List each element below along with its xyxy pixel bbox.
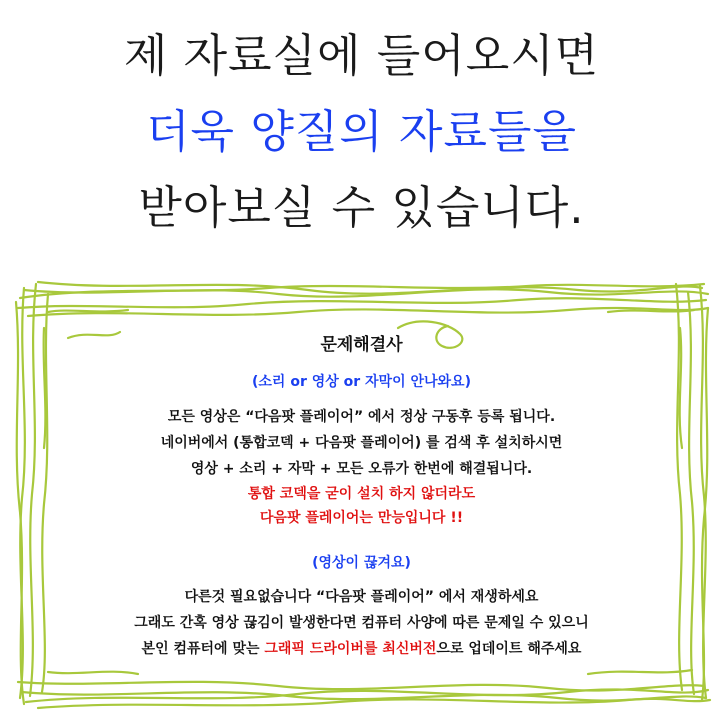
note-content [40, 330, 683, 662]
section2-line-1: 다른것 필요없습니다 “다음팟 플레이어” 에서 재생하세요 [184, 589, 539, 605]
last-line-prefix: 본인 컴퓨터에 맞는 [141, 641, 265, 657]
section2-last-line [40, 636, 683, 662]
last-line-mid: 으로 [436, 641, 469, 657]
section1-line-2: 네이버에서 (통합코덱 + 다음팟 플레이어) 를 검색 후 설치하시면 [160, 435, 563, 451]
section1-subtitle: (소리 or 영상 or 자막이 안나와요) [252, 374, 471, 390]
last-line-suffix: 업데이트 해주세요 [468, 641, 582, 657]
section1-warning-2: 다음팟 플레이어는 만능입니다 !! [259, 510, 464, 526]
section1-line-1: 모든 영상은 “다음팟 플레이어” 에서 정상 구동후 등록 됩니다. [167, 409, 556, 425]
headline-line-3: 받아보실 수 있습니다. [138, 181, 585, 234]
note-title: 문제해결사 [320, 335, 403, 355]
headline-block [0, 18, 723, 246]
section1-warning-1: 통합 코덱을 굳이 설치 하지 않더라도 [247, 486, 476, 502]
section2-subtitle: (영상이 끊겨요) [312, 555, 411, 571]
section2-line-2: 그래도 간혹 영상 끊김이 발생한다면 컴퓨터 사양에 따른 문제일 수 있으니 [134, 615, 589, 631]
headline-line-1: 제 자료실에 들어오시면 [123, 29, 600, 82]
last-line-highlight: 그래픽 드라이버를 최신버전 [264, 641, 437, 657]
headline-line-2: 더욱 양질의 자료들을 [146, 105, 577, 158]
section-divider-space [40, 530, 683, 552]
section1-line-3: 영상 + 소리 + 자막 + 모든 오류가 한번에 해결됩니다. [190, 461, 533, 477]
